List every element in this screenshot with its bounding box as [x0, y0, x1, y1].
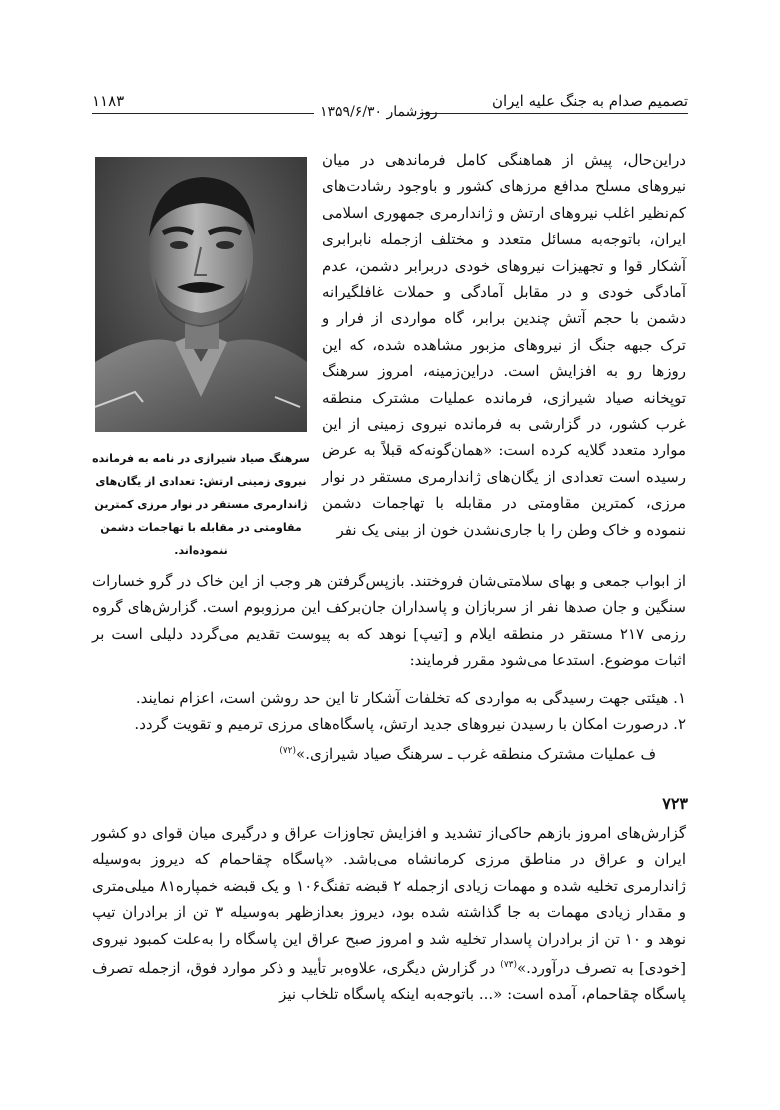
footnote-marker-72: (۷۲): [279, 745, 297, 756]
portrait-photo: [95, 157, 307, 432]
running-title: تصمیم صدام به جنگ علیه ایران: [492, 92, 688, 110]
paragraph-intro: دراین‌حال، پیش از هماهنگی کامل فرماندهی در میان نیروهای مسلح مدافع مرزهای کشور و باوجود رشادت‌های کم‌نظیر اغلب نیروهای ارتش و ژاندارمری جمهوری اسلامی ایران، باتوجه‌به مسائل متعدد و مختلف ازجمله نابرابری آشکار قوا و تجهیزات نیروهای خودی دربرابر دشمن، عدم آمادگی خودی و در مقابل آمادگی و حملات غافلگیرانه دشمن با حجم آتش چندین برابر، گاه مواردی از فرار و ترک جبهه جنگ از نیروهای مزبور مشاهده شده، که این روزها رو به افزایش است. دراین‌زمینه، امروز سرهنگ توپخانه صیاد شیرازی، فرمانده عملیات مشترک منطقه غرب کشور، در گزارشی به فرمانده نیروی زمینی از این موارد متعدد گلایه کرده است: «همان‌گونه‌که قبلاً به عرض رسیده است تعدادی از یگان‌های ژاندارمری مستقر در نوار مرزی، کمترین مقاومتی در مقابله با تهاجمات دشمن ننموده و خاک وطن را با جاری‌نشدن خون از بینی یک نفر: [322, 151, 686, 539]
paragraph-text: گزارش‌های امروز بازهم حاکی‌از تشدید و افزایش تجاوزات عراق و درگیری میان قوای دو کشور ایران و عراق در مناطق مرزی کرمانشاه می‌باشد. «پاسگاه چقاحمام که دیروز به‌وسیله ژاندارمری تخلیه شده و مهمات زیادی ازجمله ۲ قبضه تفنگ۱۰۶ و یک قبضه خمپاره۸۱ میلی‌متری و مقدار زیادی مهمات به جا گذاشته شده بود، دیروز بعدازظهر به‌وسیله ۳ تن از برادران تیپ نوهد و ۱۰ تن از برادران پاسدار تخلیه شد و امروز صبح عراق این پاسگاه را به‌علت کمبود نیروی [خودی] به تصرف درآورد.»: [92, 824, 687, 978]
signature-line: [92, 738, 686, 767]
page-number: ۱۱۸۳: [92, 92, 125, 110]
list-item: ۱. هیئتی جهت رسیدگی به مواردی که تخلفات آشکار تا این حد روشن است، اعزام نمایند.: [135, 689, 686, 707]
portrait-image: [95, 157, 307, 432]
request-list: [92, 685, 686, 767]
running-date: روزشمار ۱۳۵۹/۶/۳۰: [320, 104, 438, 120]
section-number: ۷۲۳: [662, 794, 688, 813]
footnote-marker-73: (۷۳): [500, 960, 517, 971]
list-item: ۲. درصورت امکان با رسیدن نیروهای جدید ارتش، پاسگاه‌های مرزی ترمیم و تقویت گردد.: [134, 715, 686, 734]
page-header: [92, 92, 688, 124]
header-rule-right: [420, 113, 688, 114]
paragraph-text-continued: در گزارش دیگری، علاوه‌بر تأیید و ذکر موارد فوق، ازجمله تصرف پاسگاه چقاحمام، آمده است: «... باتوجه‌به اینکه پاسگاه تلخاب نیز: [92, 959, 686, 1004]
paragraph-section-723: [92, 820, 686, 1008]
header-rule-left: [92, 113, 314, 114]
signature-text: ف عملیات مشترک منطقه غرب ـ سرهنگ صیاد شیرازی.»: [296, 744, 656, 763]
figure-caption: سرهنگ صیاد شیرازی در نامه به فرمانده نیروی زمینی ارتش: تعدادی از یگان‌های ژاندارمری مستقر در نوار مرزی کمترین مقاومتی در مقابله با تهاجمات دشمن ننموده‌اند.: [92, 452, 310, 557]
paragraph-intro-continued: از ابواب جمعی و بهای سلامتی‌شان فروختند. بازپس‌گرفتن هر وجب از این خاک در گرو خسارات سنگین و جان صدها نفر از سربازان و پاسداران جان‌برکف این مرزوبوم است. گزارش‌های گروه رزمی ۲۱۷ مستقر در منطقه ایلام و [تیپ] نوهد که به پیوست تقدیم می‌گردد دلیلی است بر اثبات موضوع. استدعا می‌شود مقرر فرمایند:: [92, 572, 687, 670]
